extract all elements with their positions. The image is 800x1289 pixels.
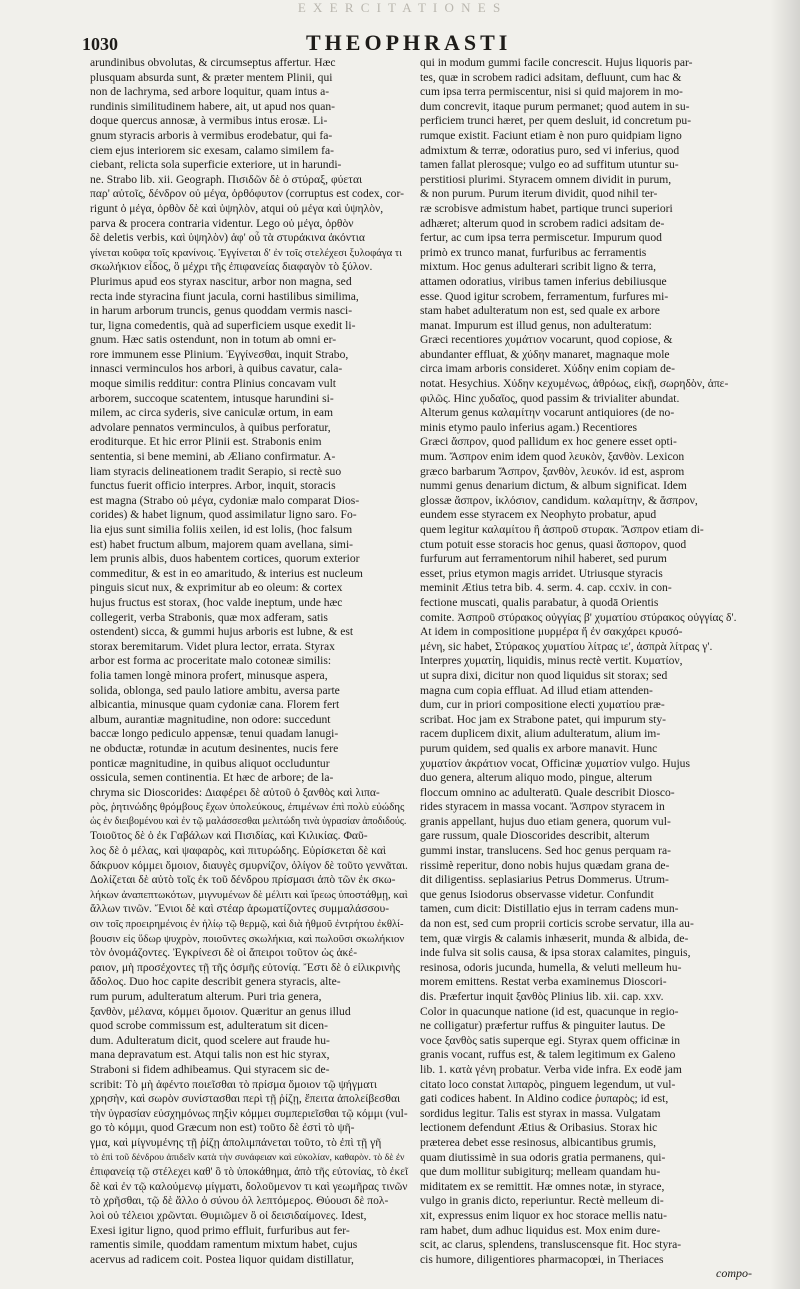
text-line: gnum. Hæc satis ostendunt, non in totum ab omni er-	[90, 333, 337, 347]
text-line: Δολίζεται δὲ αὐτὸ τοῖς ἐκ τοῦ δένδρου πρίσμασι ἀπὸ τῶν ἐκ σκω-	[90, 873, 396, 887]
text-line: rigunt ὁ μέγα, ὀρθὸν δὲ καὶ ὑψηλὸν, atqui οὐ μέγα καὶ ὑψηλὸν,	[90, 201, 384, 215]
text-line: δὲ deletis verbis, καὶ ὑψηλὸν) ἀφ' οὗ τὰ στυράκινα ἀκόντια	[90, 231, 365, 245]
text-line: Græci recentiores χυμάτιον vocarunt, quod copiose, &	[420, 333, 673, 347]
text-line: liam styracis delineationem tradit Serapio, si rectè suo	[90, 464, 342, 478]
text-line: gati codices habent. In Aldino codice ῥυπαρὸς; id est,	[420, 1092, 669, 1106]
text-line: scribit: Τὸ μὴ ἀφέντο ποιεῖσθαι τὸ πρίσμα ὅμοιον τῷ ψήγματι	[90, 1077, 378, 1091]
text-line: tem, quæ virgis & calamis inhæserit, munda & albida, de-	[420, 931, 689, 945]
text-line: gummi instar, translucens. Sed hoc genus perquam ra-	[420, 844, 671, 858]
text-line: commeditur, & est in eo amaritudo, & interius est nucleum	[90, 566, 363, 580]
text-line: arundinibus obvolutas, & circumseptus affertur. Hæc	[90, 56, 336, 69]
page-edge-shadow	[770, 0, 800, 1289]
text-line: meminit Ætius tetra bib. 4. serm. 4. cap. ccxiv. in con-	[420, 581, 672, 595]
text-line: primò ex trunco manat, furfuribus ac ferramentis	[420, 245, 647, 259]
right-text-column	[420, 56, 746, 1281]
text-line: albicantia, minusque quam cydoniæ cana. Florem fert	[90, 698, 340, 712]
text-line: scribat. Hoc jam ex Strabone patet, qui impurum sty-	[420, 712, 666, 726]
text-line: notat. Hesychius. Χύδην κεχυμένως, ἀθρόως, εἰκῇ, σωρηδὸν, ἀπε-	[420, 377, 729, 391]
text-line: ἐπιφανείᾳ τῷ στέλεχει καθ' ὃ τὸ ὑποκάθημα, ἀπὸ τῆς εὐτονίας, τὸ ἐκεῖ	[90, 1166, 409, 1179]
text-line: perficiem trunci hæret, per quem desluit, id concretum pu-	[420, 114, 692, 128]
text-line: granis vocant, ruffus est, & talem legitimum ex Galeno	[420, 1048, 676, 1062]
text-line: τὸν ὀνομάζοντες. Ἐγκρίνεσι δὲ οἱ ἄπειροι τοῦτον ὡς ἀκέ-	[90, 946, 358, 960]
text-line: scit, ac clarus, splendens, transluscensque fit. Hoc styra-	[420, 1238, 682, 1252]
text-line: arbor est forma ac proceritate malo cotoneæ similis:	[90, 654, 332, 668]
text-line: folia tamen longè minora profert, minusque aspera,	[90, 668, 328, 682]
text-line: ne colligatur) præfertur ruffus & pinguiter lautus. De	[420, 1019, 666, 1033]
text-line: ὡς ἐν διειβομένου καὶ ἐν τῷ μαλάσσεσθαι μελιτώδη τινὰ ὑγρασίαν ἀποδιδούς.	[90, 815, 407, 827]
text-line: dis. Præfertur inquit ξανθὸς Plinius lib. xii. cap. xxv.	[420, 990, 664, 1003]
text-line: cis humore, diligentiores pharmacopœi, in Theriaces	[420, 1252, 664, 1266]
text-line: μένη, sic habet, Στύρακος χυματίου λίτρας ιε', ἀσπρὰ λίτρας γ'.	[420, 639, 713, 653]
text-line: cum ipsa terra permiscentur, nisi si quid majorem in mo-	[420, 85, 683, 99]
text-line: τὴν ὑγρασίαν εὐσχημόνως πηξὶν κόμμει συμπεριεῖσθαι τῷ κόμμι (vul-	[90, 1107, 408, 1120]
text-line: dit diligentiss. seplasiarius Petrus Dommerus. Utrum-	[420, 873, 669, 887]
text-line: χρησὴν, καὶ σωρὸν συνίστασθαι περὶ τῇ ῥίζῃ, ἔπειτα ἀπολείβεσθαι	[90, 1092, 401, 1106]
text-line: λος δὲ ὁ μέλας, καὶ ψαφαρὸς, καὶ πιτυρώδης. Εὑρίσκεται δὲ καὶ	[90, 844, 387, 858]
text-line: magna cum copia effluat. Ad illud etiam attenden-	[420, 683, 653, 697]
text-line: in harum arborum truncis, genus quoddam vermis nasci-	[90, 304, 353, 318]
text-line: comite. Ἀσπροῦ στύρακος οὐγγίας β' χυματίου στύρακος οὐγγίας δ'.	[420, 610, 737, 624]
text-line: fertur, ac cum ipsa terra permiscetur. Impurum quod	[420, 231, 662, 245]
text-line: rundinis similitudinem habere, ait, ut apud nos quan-	[90, 99, 336, 113]
text-line: miditatem ex se remittit. Hæ omnes notæ, in styrace,	[420, 1179, 665, 1193]
text-line: resinosa, odoris jucunda, humella, & veluti melleum hu-	[420, 960, 682, 974]
text-line: da non est, sed cum proprii corticis scrobe servatur, illa au-	[420, 917, 694, 931]
text-line: dum. Adulteratum dicit, quod scelere aut fraude hu-	[90, 1033, 330, 1047]
text-line: ἄλλων τινῶν. Ἔνιοι δὲ καὶ στέαρ ἀρωματίζοντες συμμαλάσσου-	[90, 902, 390, 916]
text-line: mum. Ἄσπρον enim idem quod λευκὸν, ξανθὸν. Lexicon	[420, 450, 685, 464]
text-line: inde fulva sit solis causa, & ipsa storax calamites, pinguis,	[420, 946, 691, 960]
text-line: voce ξανθὸς satis superque egi. Styrax quem officinæ in	[420, 1033, 681, 1047]
text-line: minis etymo paulo inferius agam.) Recentiores	[420, 420, 638, 434]
text-line: ctum potuit esse storacis hoc genus, quasi ἄσπορον, quod	[420, 537, 687, 551]
text-line: ciem ejus interiorem sic exesam, calamo similem fa-	[90, 143, 335, 157]
text-line: ξανθὸν, μέλανα, κόμμει ὅμοιον. Quæritur an genus illud	[90, 1004, 351, 1018]
text-line: rissimè reperitur, dono nobis hujus quædam grana de-	[420, 858, 670, 872]
text-line: non de lachryma, sed arbore loquitur, quam intus a-	[90, 85, 330, 99]
page-number: 1030	[82, 34, 118, 54]
text-line: pinguis sicut nux, & exprimitur ab eo oleum: & cortex	[90, 581, 343, 595]
text-line: eundem esse styracem ex Neophyto probatur, apud	[420, 508, 657, 522]
text-line: arborem, succoque scatentem, intusque harundini si-	[90, 391, 334, 405]
text-line: ciebant, relicta sola superficie exteriore, ut in harundi-	[90, 158, 342, 172]
text-line: plusquam absurda sunt, & præter mentem Plinii, qui	[90, 70, 333, 84]
text-line: lia ejus sunt similia foliis xeilen, id est lolis, (hoc falsum	[90, 523, 353, 536]
text-line: storax beremitarum. Videt plura lector, errata. Styrax	[90, 639, 335, 653]
text-line: recta inde styracina fiunt jacula, corni hastilibus similima,	[90, 289, 359, 303]
text-line: duo genera, alterum aliquo modo, pingue, alterum	[420, 771, 653, 785]
text-line: ræ scrobisve admistum habet, partique trunci superiori	[420, 201, 673, 215]
text-line: χυματίον ἀκράτιον vocat, Officinæ χυματίον vulgo. Hujus	[420, 756, 690, 770]
text-line: corides) & habet lignum, quod assimilatur ligno saro. Fo-	[90, 508, 357, 522]
text-line: rum purum, adulteratum alterum. Puri tria genera,	[90, 990, 322, 1003]
text-line: mixtum. Hoc genus adulterari scribit ligno & terra,	[420, 260, 657, 274]
text-line: ostendent) sicca, & gummi hujus arboris est lubne, & est	[90, 625, 354, 639]
text-line: quem legitur καλαμίτου ἢ ἀσπροῦ στυρακ. Ἄσπρον etiam di-	[420, 523, 704, 536]
text-line: τὸ ἐπὶ τοῦ δένδρου ἀπιδεῖν κατὰ τὴν συνάφειαν καὶ εὐκολίαν, καθαρὸν. τὸ δὲ ἐν	[90, 1151, 405, 1163]
text-line: est magna (Strabo οὐ μέγα, cydoniæ malo comparat Dios-	[90, 493, 360, 507]
left-text-column	[90, 56, 410, 1281]
bleed-through-text: E X E R C I T A T I O N E S	[297, 0, 503, 14]
text-line: quam diutissimè in sua odoris gratia permanens, qui-	[420, 1150, 666, 1164]
text-line: perstitiosi plurimi. Styracem omnem dividit in purum,	[420, 172, 672, 186]
text-line: quod scrobe commissum est, adulteratum sit dicen-	[90, 1019, 328, 1033]
text-line: que dum mollitur subigiturq; melleam quandam hu-	[420, 1165, 661, 1179]
text-line: βουσιν εἰς ὕδωρ ψυχρὸν, ποιοῦντες σκωλήκια, καὶ πωλοῦσι σκωλήκιον	[90, 932, 405, 945]
text-line: φιλῶς. Hinc χυδαῖος, quod passim & trivialiter abundat.	[420, 391, 680, 405]
text-line: ne obductæ, rotundæ in acutum desinentes, nucis fere	[90, 741, 339, 755]
text-line: Plurimus apud eos styrax nascitur, arbor non magna, sed	[90, 274, 352, 288]
text-line: admixtum & terræ, odoratius puro, sed vi inferius, quod	[420, 143, 680, 157]
text-line: δάκρυον κόμμει ὅμοιον, διαυγὲς σμυρνίζον, ὀλίγον δὲ τοῦτο γεννᾶται.	[90, 859, 408, 872]
text-line: ram habet, dum adhuc liquidus est. Mox enim dure-	[420, 1223, 661, 1237]
text-line: tur, ligna comedentis, quà ad superficiem usque exedit li-	[90, 318, 356, 332]
text-line: album, aurantiæ magnitudine, non odore: succedunt	[90, 712, 331, 726]
text-line: præterea debet esse resinosus, albicantibus grumis,	[420, 1135, 657, 1149]
text-line: manat. Impurum est illud genus, non adulteratum:	[420, 318, 652, 332]
text-line: rore immunem esse Plinium. Ἐγγίνεσθαι, inquit Strabo,	[90, 347, 349, 361]
text-line: sordidus legitur. Talis est styrax in massa. Vulgatam	[420, 1106, 661, 1120]
text-line: nummi genus denarium dictum, & album significat. Idem	[420, 479, 687, 493]
text-line: ne. Strabo lib. xii. Geograph. Πισιδῶν δὲ ὁ στύραξ, φύεται	[90, 172, 363, 186]
text-line: ἄδολος. Duo hoc capite describit genera styracis, alte-	[90, 975, 341, 989]
text-line: floccum omnino ac adulteratū. Quale describit Diosco-	[420, 785, 675, 799]
text-line: qui in modum gummi facile concrescit. Hujus liquoris par-	[420, 56, 693, 69]
text-line: purum quidem, sed qualis ex arbore manavit. Hunc	[420, 741, 658, 755]
text-line: citato loco constat λιπαρὸς, pinguem legendum, ut vul-	[420, 1077, 676, 1091]
text-line: γίνεται κοῦφα τοῖς κρανίνοις. Ἐγγίνεται δ' ἐν τοῖς στελέχεσι ξυλοφάγα τι	[90, 246, 403, 259]
text-line: ramentis simile, quoddam ramentum mixtum habet, cujus	[90, 1238, 358, 1252]
text-line: ραιον, μὴ προσέχοντες τῇ τῆς ὀσμῆς εὐτονίᾳ. Ἔστι δὲ ὁ εἰλικρινὴς	[90, 960, 401, 974]
text-line: παρ' αὐτοῖς, δένδρον οὐ μέγα, ὀρθόφυτον (corruptus est codex, cor-	[90, 187, 404, 201]
text-line: λοὶ οὐ τέλειοι χρῶνται. Θυμιῶμεν ὃ οἱ δεισιδαίμονες. Idest,	[90, 1208, 367, 1222]
text-line: Straboni si fidem adhibeamus. Qui styracem sic de-	[90, 1062, 330, 1076]
text-line: go τὸ κόμμι, quod Græcum non est) τοῦτο δὲ ἐστὶ τὸ ψῆ-	[90, 1121, 355, 1135]
text-line: At idem in compositione μυρμέρα ἥ ἐν σακχάρει κρυσό-	[420, 625, 683, 639]
text-line: functus fuerit officio interpres. Arbor, inquit, storacis	[90, 479, 336, 493]
text-line: lectionem defendunt Ætius & Oribasius. Storax hic	[420, 1121, 658, 1135]
catchword: compo-	[716, 1266, 752, 1280]
text-line: græco barbarum Ἄσπρον, ξανθὸν, λευκόν. id est, asprom	[420, 464, 685, 478]
text-line: fectione muscati, qualis parabatur, à quodā Orientis	[420, 595, 659, 609]
text-line: σκωλήκιον εἶδος, ὃ μέχρι τῆς ἐπιφανείας διαφαγὸν τὸ ξύλον.	[90, 260, 373, 274]
text-line: dum, cur in priori compositione electi χυματίου præ-	[420, 698, 665, 712]
text-line: ut supra dixi, dicitur non quod liquidus sit storax; sed	[420, 668, 668, 682]
text-line: advolare pennatos verminculos, à quibus perforatur,	[90, 420, 331, 434]
text-line: chryma sic Dioscorides: Διαφέρει δὲ αὐτοῦ ὁ ξανθὸς καὶ λιπα-	[90, 785, 380, 799]
text-line: racem duplicem dixit, alium adulteratum, alium im-	[420, 727, 661, 741]
text-line: Græci ἄσπρον, quod pallidum ex hoc genere esset opti-	[420, 435, 677, 449]
text-line: collegerit, verba Strabonis, quæ mox adferam, satis	[90, 610, 328, 624]
text-line: γμα, καὶ μίγνυμένης τῇ ῥίζῃ ἀπολιμπάνεται τοῦτο, τὸ ἐπὶ τῇ γῆ	[90, 1135, 382, 1149]
text-line: vulgo in granis dicto, reperiuntur. Rectè melleum di-	[420, 1194, 664, 1208]
page-header	[82, 30, 732, 56]
text-line: Alterum genus καλαμίτην vocarunt antiquiores (de no-	[420, 406, 675, 420]
text-line: tamen fallat plerosque; vulgo eo ad suffitum utuntur su-	[420, 158, 679, 172]
text-line: adhæret; alterum quod in scrobem radici adsitam de-	[420, 216, 665, 230]
text-line: morem emittens. Restat verba examinemus Dioscori-	[420, 975, 667, 989]
text-line: ossicula, semen continentia. Et hæc de arbore; de la-	[90, 771, 334, 785]
text-line: ponticæ magnitudine, in quibus aliquot occluduntur	[90, 756, 330, 770]
text-line: moque similis redditur: contra Plinius concavam vult	[90, 377, 337, 391]
text-line: abundanter effluat, & χύδην manaret, magnaque mole	[420, 347, 670, 361]
text-line: innasci verminculos hos arbori, à quibus cavatur, cala-	[90, 362, 343, 376]
running-title: THEOPHRASTI	[306, 30, 512, 55]
text-line: tes, quæ in scrobem radici adsitam, defluunt, cum hac &	[420, 70, 682, 84]
text-line: λήκων ἀναπεπτωκότων, μιγνυμένων δὲ μέλιτι καὶ ἴρεως ὑποστάθμῃ, καὶ	[90, 888, 408, 901]
text-line: gare russum, quale Dioscorides describit, alterum	[420, 829, 650, 843]
text-line: lib. 1. κατὰ γένη probatur. Verba vide infra. Ex eodē jam	[420, 1062, 682, 1076]
text-line: τὸ χρῆσθαι, τῷ δὲ ἄλλο ὁ σύνου ὁλ λεπτόμερος. Θύουσι δὲ πολ-	[90, 1194, 389, 1208]
text-line: rides styracem in massa vocant. Ἄσπρον styracem in	[420, 800, 665, 814]
text-line: attamen odoratius, viribus tamen inferius debiliusque	[420, 274, 667, 288]
text-line: baccæ longo pediculo appensæ, tenui quadam lanugi-	[90, 727, 339, 741]
text-line: parva & procera contraria videntur. Lego οὐ μέγα, ὀρθὸν	[90, 216, 354, 230]
text-line: granis appellant, hujus duo etiam genera, quorum vul-	[420, 814, 671, 828]
text-line: ρὸς, ῥητινώδης θρόμβους ἔχων ὑπολεύκους, ἐπιμένων ἐπὶ πολὺ εὐώδης	[90, 801, 405, 814]
text-line: solida, oblonga, sed paulo latiore ambitu, aversa parte	[90, 683, 340, 697]
text-line: glossæ ἄσπρον, ἰκλόσιον, candidum. καλαμίτην, & ἄσπρον,	[420, 493, 698, 507]
text-line: eroditurque. Et hic error Plinii est. Strabonis enim	[90, 435, 322, 449]
text-line: doque quercus annosæ, à vermibus intus erosæ. Li-	[90, 114, 328, 128]
text-line: gnum styracis arboris à vermibus erodebatur, qui fa-	[90, 128, 333, 142]
text-line: que genus Isiodorus observasse videtur. Confundit	[420, 887, 654, 901]
text-line: sententia, si bene memini, ab Æliano confirmatur. A-	[90, 450, 336, 464]
text-line: acervus ad radicem coit. Postea liquor quidam distillatur,	[90, 1252, 354, 1266]
text-line: tamen, cum dicit: Distillatio ejus in terram cadens mun-	[420, 902, 679, 916]
text-line: esset, prius etymon magis arridet. Utriusque styracis	[420, 566, 663, 580]
text-line: & non purum. Purum iterum dividit, quod nihil ter-	[420, 187, 658, 201]
text-line: est) habet fructum album, majorem quam avellana, simi-	[90, 537, 354, 551]
text-line: σιν τοῖς προειρημένοις ἐν ἡλίῳ τῷ θερμῷ, καὶ διὰ ἠθμοῦ ἐντρήτου ἐκθλί-	[90, 918, 404, 931]
text-line: mana depravatum est. Atqui talis non est hic styrax,	[90, 1048, 330, 1062]
text-line: lem prunis albis, duos habentem cortices, quorum exterior	[90, 552, 360, 566]
text-line: rumque existit. Faciunt etiam è non puro quidpiam ligno	[420, 128, 682, 142]
text-line: δὲ καὶ ἐν τῷ καλούμενῳ μίγματι, δολοῦμενον τι καὶ γεωμῆρας τινῶν	[90, 1179, 408, 1193]
text-line: furfurum aut ferramentorum nihil haberet, sed purum	[420, 552, 667, 566]
text-line: milem, ac circa syderis, sive caniculæ ortum, in eam	[90, 406, 334, 420]
text-line: Interpres χυματίη, liquidis, minus rectè vertit. Κυματίον,	[420, 654, 683, 668]
text-line: Color in quacunque natione (id est, quacunque in regio-	[420, 1004, 679, 1018]
text-line: xit, expressus enim liquor ex hoc storace mellis natu-	[420, 1208, 667, 1222]
text-line: Τοιοῦτος δὲ ὁ ἐκ Γαβάλων καὶ Πισιδίας, καὶ Κιλικίας. Φαῦ-	[90, 829, 368, 843]
text-line: dum concrevit, itaque purum permanet; quod autem in su-	[420, 99, 690, 113]
text-line: circa imam arboris consideret. Χύδην enim copiam de-	[420, 362, 675, 376]
text-line: stam habet adulteratum non est, sed quale ex arbore	[420, 304, 660, 318]
text-line: Exesi igitur ligno, quod primo effluit, furfuribus aut fer-	[90, 1223, 350, 1237]
text-line: esse. Quod igitur scrobem, ferramentum, furfures mi-	[420, 289, 669, 303]
text-line: hujus fructus est storax, (hoc valde ineptum, unde hæc	[90, 595, 343, 609]
